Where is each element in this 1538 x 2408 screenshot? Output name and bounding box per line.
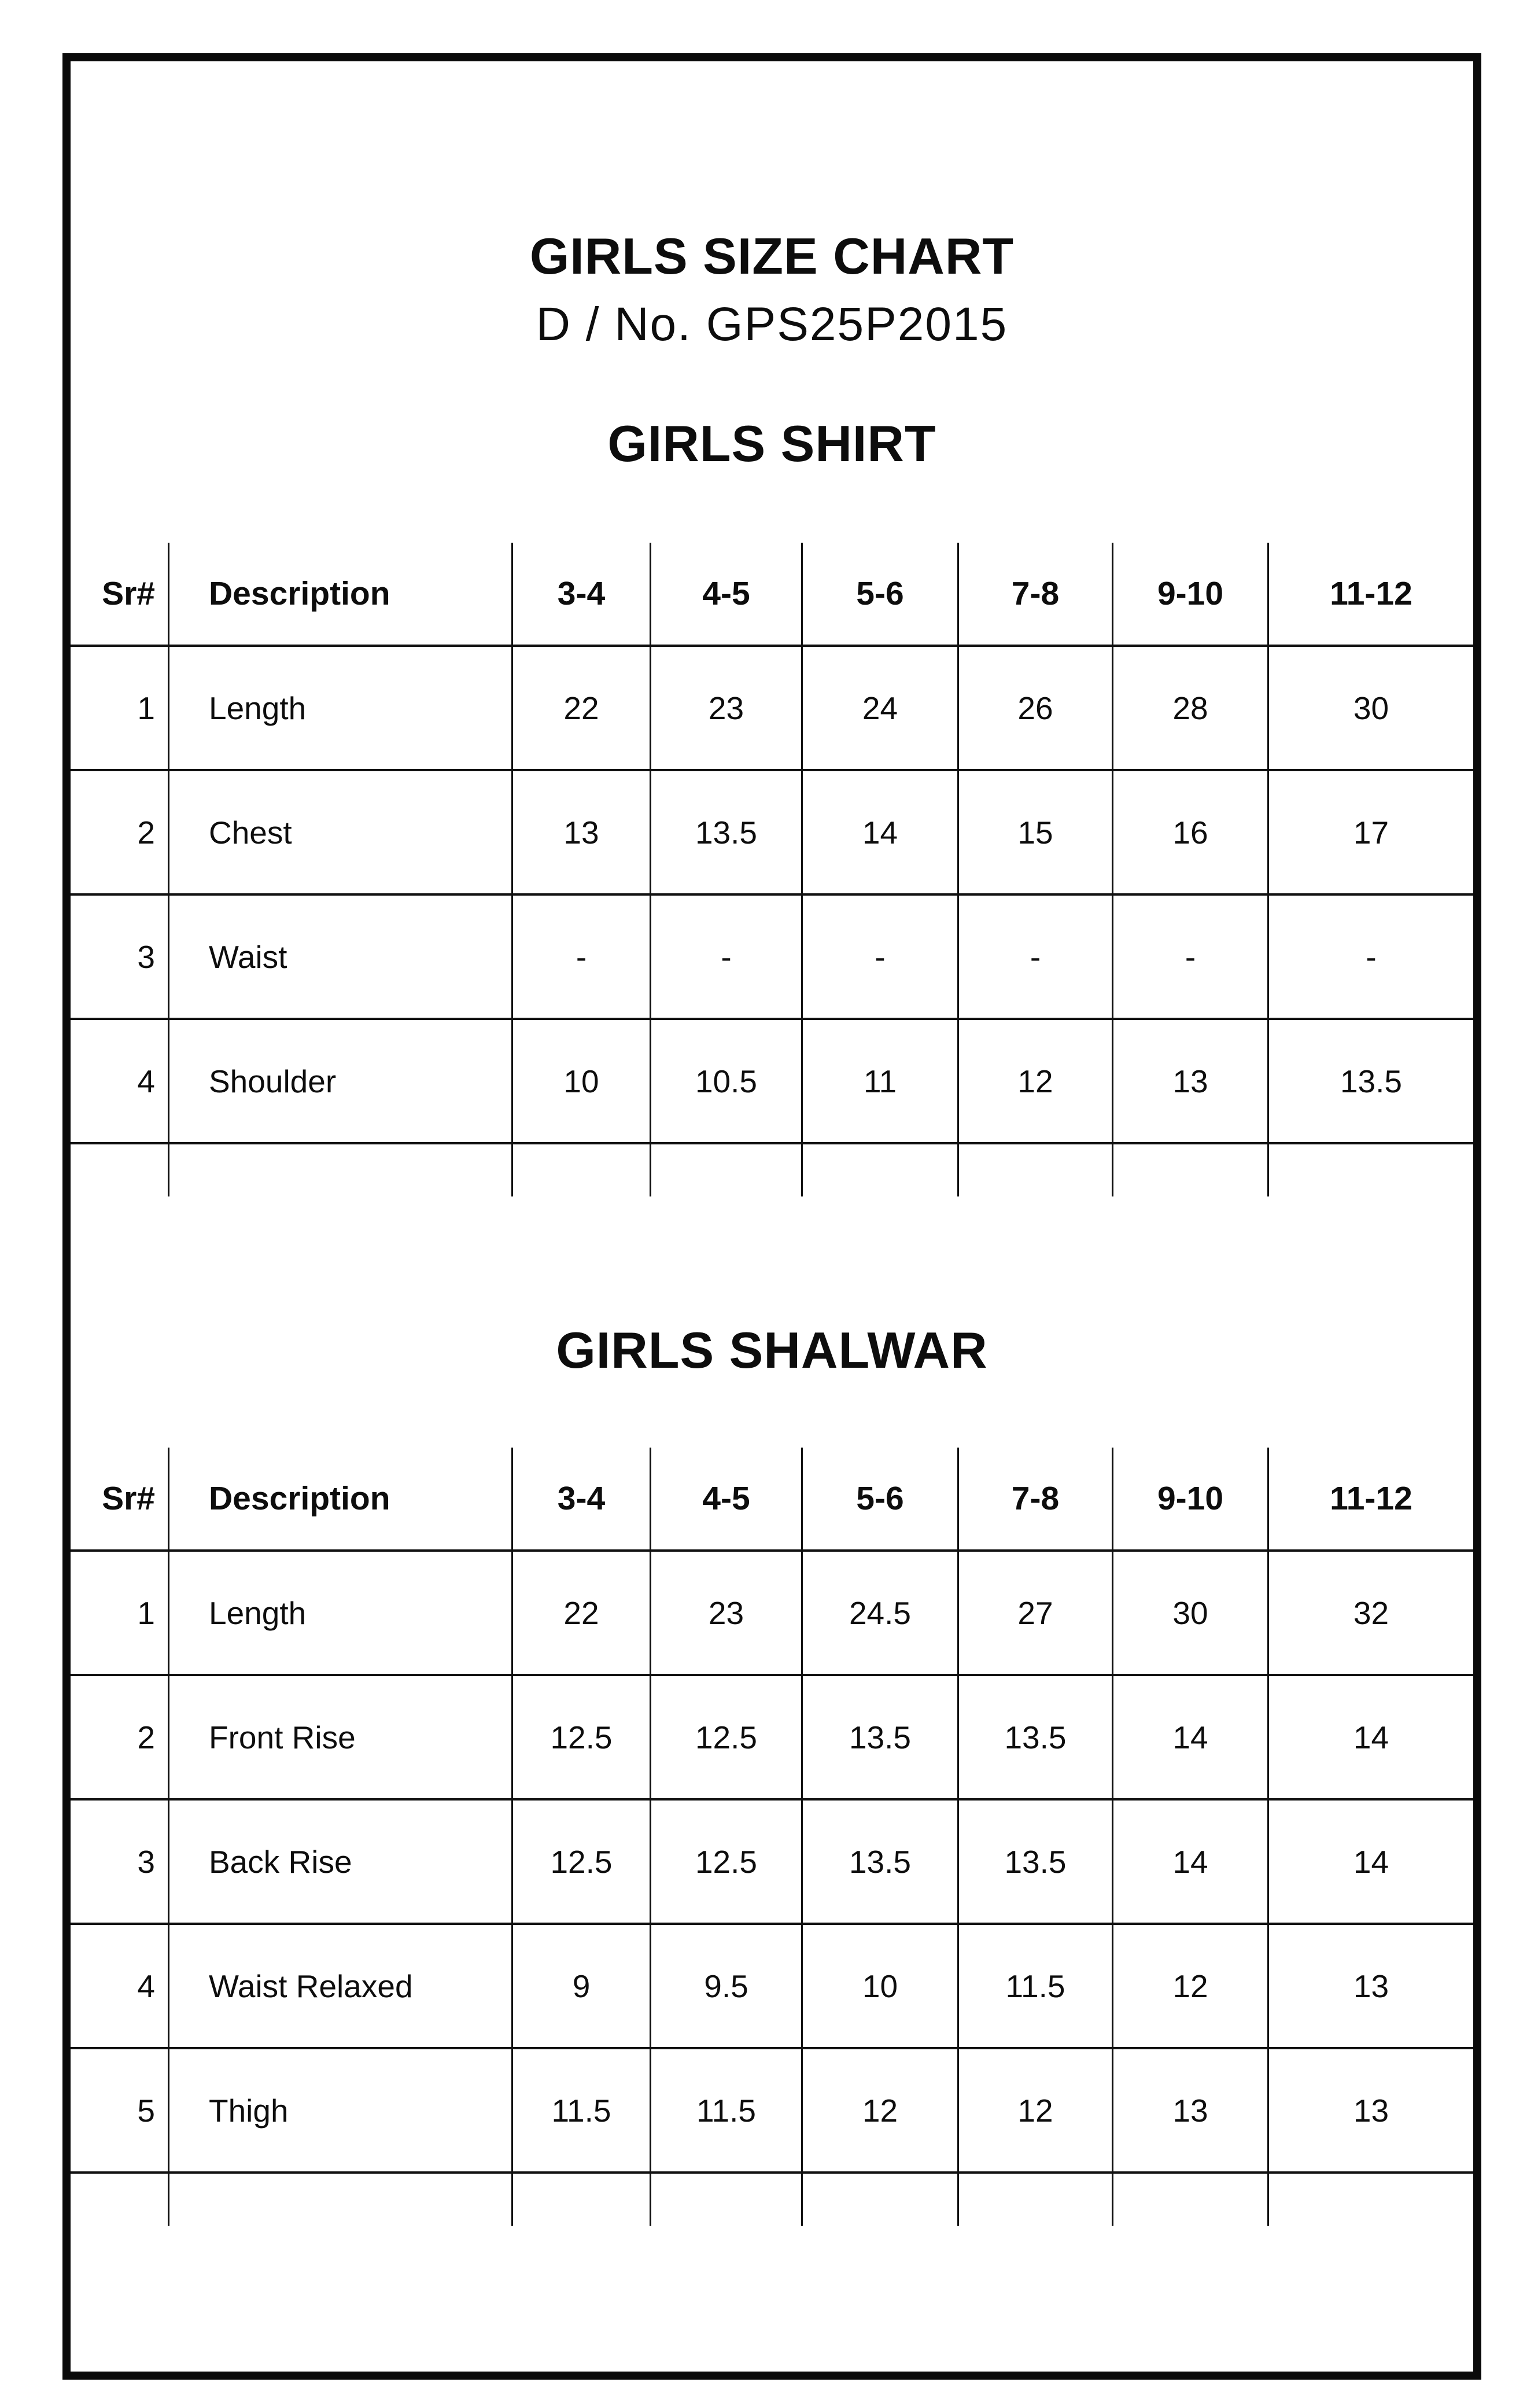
header-row [71, 543, 1473, 647]
table-row [71, 1925, 1473, 2049]
value-cell: 13.5 [803, 1801, 959, 1923]
stub-cell [959, 2174, 1113, 2226]
value-cell: 13.5 [1340, 1063, 1403, 1099]
description-cell: Thigh [169, 2049, 513, 2171]
value-cell: - [803, 896, 959, 1018]
value-cell: - [513, 896, 651, 1018]
header-cell: Description [169, 543, 513, 645]
value-cell: 24.5 [803, 1552, 959, 1674]
value-cell: 13 [1113, 1020, 1269, 1142]
stub-cell [803, 1144, 959, 1196]
header-cell: Sr# [71, 543, 169, 645]
stub-cell [513, 2174, 651, 2226]
value-cell: 10 [513, 1020, 651, 1142]
stub-cell [169, 2174, 513, 2226]
value-cell: 23 [651, 1552, 803, 1674]
value-cell: 13 [513, 771, 651, 893]
stub-cell [513, 1144, 651, 1196]
value-cell: 11.5 [959, 1925, 1113, 2047]
header-cell: 9-10 [1113, 1448, 1269, 1549]
value-cell: 12 [803, 2049, 959, 2171]
header-cell: 11-12 [1330, 575, 1412, 612]
description-cell: Length [169, 647, 513, 769]
value-cell: 14 [1113, 1676, 1269, 1798]
table-row [71, 2049, 1473, 2174]
value-cell: 28 [1113, 647, 1269, 769]
table-row [71, 647, 1473, 771]
header-cell: 9-10 [1113, 543, 1269, 645]
shirt-size-table [71, 543, 1473, 1196]
table-row [71, 1552, 1473, 1676]
value-cell: 13.5 [651, 771, 803, 893]
sr-cell: 1 [71, 647, 169, 769]
value-cell: 11 [803, 1020, 959, 1142]
value-cell: 13.5 [959, 1676, 1113, 1798]
stub-cell [651, 1144, 803, 1196]
stub-row [71, 1144, 1473, 1196]
value-cell: 9 [513, 1925, 651, 2047]
value-cell: 17 [1353, 814, 1389, 850]
value-cell: 27 [959, 1552, 1113, 1674]
value-cell: 22 [513, 1552, 651, 1674]
stub-cell [1113, 1144, 1269, 1196]
shalwar-size-table [71, 1448, 1473, 2226]
description-cell: Shoulder [169, 1020, 513, 1142]
stub-cell [1113, 2174, 1269, 2226]
sr-cell: 1 [71, 1552, 169, 1674]
value-cell: 15 [959, 771, 1113, 893]
stub-cell [71, 2174, 169, 2226]
shirt-table-title: GIRLS SHIRT [607, 415, 936, 472]
stub-cell [959, 1144, 1113, 1196]
header-cell: 5-6 [803, 543, 959, 645]
chart-frame [62, 53, 1481, 2380]
value-cell: 13 [1353, 1968, 1389, 2004]
header-cell: 11-12 [1330, 1480, 1412, 1517]
value-cell: - [959, 896, 1113, 1018]
table-row [71, 1020, 1473, 1144]
value-cell: 12 [959, 1020, 1113, 1142]
shalwar-table-title: GIRLS SHALWAR [556, 1321, 988, 1379]
sr-cell: 4 [71, 1020, 169, 1142]
page-title: GIRLS SIZE CHART [529, 227, 1015, 285]
table-row [71, 1676, 1473, 1801]
description-cell: Back Rise [169, 1801, 513, 1923]
header-cell: 4-5 [651, 1448, 803, 1549]
description-cell: Length [169, 1552, 513, 1674]
value-cell: 13 [1353, 2092, 1389, 2129]
table-row [71, 896, 1473, 1020]
description-cell: Front Rise [169, 1676, 513, 1798]
value-cell: 11.5 [513, 2049, 651, 2171]
header-row [71, 1448, 1473, 1552]
value-cell: 22 [513, 647, 651, 769]
header-cell: 5-6 [803, 1448, 959, 1549]
value-cell: - [651, 896, 803, 1018]
table-row [71, 1801, 1473, 1925]
value-cell: 9.5 [651, 1925, 803, 2047]
value-cell: 30 [1113, 1552, 1269, 1674]
stub-cell [169, 1144, 513, 1196]
header-cell: 7-8 [959, 1448, 1113, 1549]
description-cell: Chest [169, 771, 513, 893]
sr-cell: 3 [71, 896, 169, 1018]
value-cell: 10.5 [651, 1020, 803, 1142]
value-cell: 30 [1353, 690, 1389, 726]
value-cell: - [1113, 896, 1269, 1018]
stub-cell [803, 2174, 959, 2226]
table-row [71, 771, 1473, 896]
value-cell: 10 [803, 1925, 959, 2047]
value-cell: 13.5 [959, 1801, 1113, 1923]
stub-row [71, 2174, 1473, 2226]
header-cell: 4-5 [651, 543, 803, 645]
value-cell: 32 [1353, 1595, 1389, 1631]
value-cell: 12.5 [651, 1801, 803, 1923]
value-cell: 14 [1113, 1801, 1269, 1923]
sr-cell: 2 [71, 771, 169, 893]
header-cell: 3-4 [513, 543, 651, 645]
stub-cell [1269, 2174, 1473, 2226]
sr-cell: 3 [71, 1801, 169, 1923]
sr-cell: 5 [71, 2049, 169, 2171]
value-cell: 14 [1353, 1719, 1389, 1755]
value-cell: 13 [1113, 2049, 1269, 2171]
value-cell: 13.5 [803, 1676, 959, 1798]
value-cell: 12 [1113, 1925, 1269, 2047]
value-cell: 26 [959, 647, 1113, 769]
value-cell: 16 [1113, 771, 1269, 893]
sr-cell: 2 [71, 1676, 169, 1798]
value-cell: 14 [1353, 1843, 1389, 1880]
description-cell: Waist Relaxed [169, 1925, 513, 2047]
stub-cell [651, 2174, 803, 2226]
value-cell: 12.5 [513, 1676, 651, 1798]
header-cell: Description [169, 1448, 513, 1549]
value-cell: 14 [803, 771, 959, 893]
stub-cell [71, 1144, 169, 1196]
sr-cell: 4 [71, 1925, 169, 2047]
value-cell: 12 [959, 2049, 1113, 2171]
header-cell: Sr# [71, 1448, 169, 1549]
header-cell: 7-8 [959, 543, 1113, 645]
value-cell: 24 [803, 647, 959, 769]
stub-cell [1269, 1144, 1473, 1196]
value-cell: 23 [651, 647, 803, 769]
value-cell: 12.5 [513, 1801, 651, 1923]
design-number: D / No. GPS25P2015 [536, 298, 1008, 351]
value-cell: - [1366, 938, 1377, 975]
description-cell: Waist [169, 896, 513, 1018]
header-cell: 3-4 [513, 1448, 651, 1549]
value-cell: 12.5 [651, 1676, 803, 1798]
value-cell: 11.5 [651, 2049, 803, 2171]
